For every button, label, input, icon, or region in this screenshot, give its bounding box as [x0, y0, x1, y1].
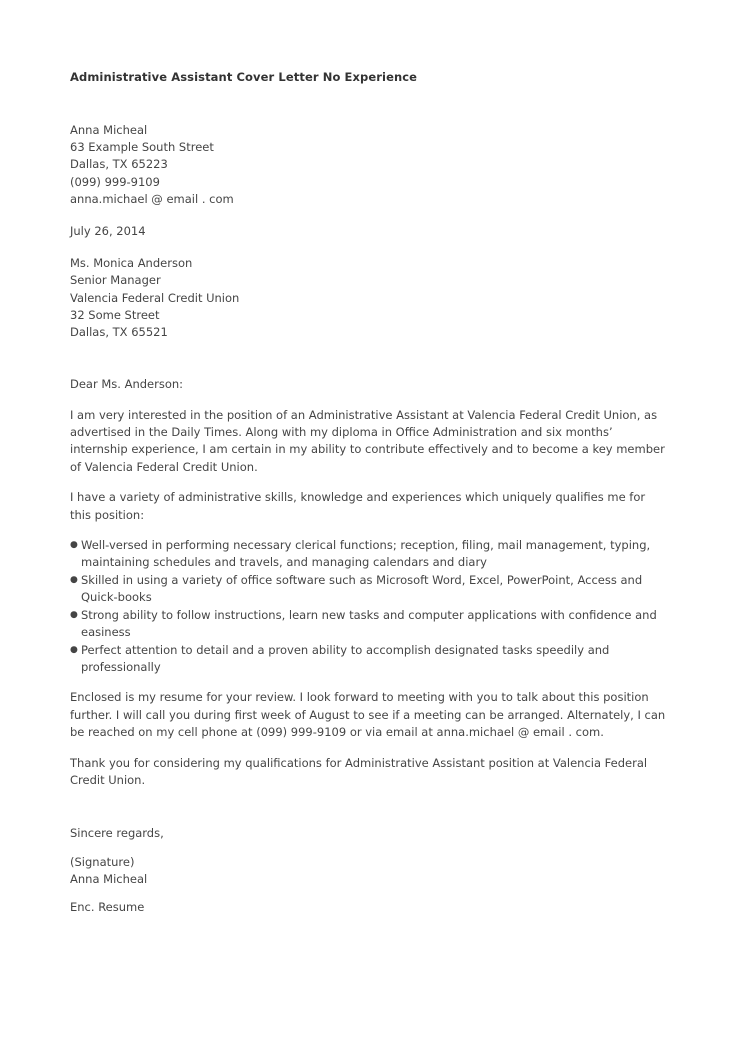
salutation: Dear Ms. Anderson:: [70, 377, 184, 392]
bullet-icon: ●: [70, 574, 78, 585]
sender-name: Anna Micheal: [70, 123, 148, 137]
letter-date-block: [70, 223, 668, 240]
spacer-before-paragraph-2: [70, 476, 668, 489]
list-item: [70, 537, 668, 572]
spacer-before-salutation: [70, 341, 668, 376]
spacer-before-signature: [70, 843, 668, 854]
list-item-text: Well-versed in performing necessary clerical functions; reception, filing, mail management, typing, maintaining schedules and travels, and managing calendars and diary: [81, 538, 651, 570]
signer-name: Anna Micheal: [70, 871, 148, 886]
recipient-company: Valencia Federal Credit Union: [70, 290, 240, 305]
spacer-before-closing: [70, 789, 668, 825]
bullet-icon: ●: [70, 540, 78, 551]
body-paragraph-1: I am very interested in the position of an Administrative Assistant at Valencia Federal Credit Union, as advertised in the Daily Times. Along with my diploma in Office Administration and six months’ internship experience, I am certain in my ability to contribute effectively and to become a key member of Valencia Federal Credit Union.: [70, 407, 665, 474]
sender-email: anna.michael @ email . com: [70, 191, 234, 206]
body-paragraph-3: Enclosed is my resume for your review. I look forward to meeting with you to talk about this position further. I will call you during first week of August to see if a meeting can be arranged. Alternately, I can be reached on my cell phone at (099) 999-9109 or via email at anna.michael @ email . com.: [70, 690, 666, 740]
spacer-before-enclosure: [70, 888, 668, 899]
spacer-before-paragraph-3: [70, 676, 668, 689]
recipient-city-state-zip: Dallas, TX 65521: [70, 325, 168, 340]
body-paragraph-4: Thank you for considering my qualifications for Administrative Assistant position at Valencia Federal Credit Union.: [70, 755, 648, 787]
closing-sign-off: Sincere regards,: [70, 826, 164, 841]
enclosure-note: Enc. Resume: [70, 899, 145, 914]
sender-phone: (099) 999-9109: [70, 174, 160, 189]
recipient-job-title: Senior Manager: [70, 273, 161, 288]
list-item-text: Skilled in using a variety of office software such as Microsoft Word, Excel, PowerPoint, Access and Quick-books: [81, 572, 643, 605]
list-item: [70, 572, 668, 607]
recipient-name: Ms. Monica Anderson: [70, 256, 193, 271]
spacer-after-date: [70, 240, 668, 255]
spacer-before-paragraph-4: [70, 742, 668, 755]
spacer-before-paragraph-1: [70, 394, 668, 407]
recipient-street: 32 Some Street: [70, 307, 160, 322]
body-paragraph-2: I have a variety of administrative skills, knowledge and experiences which uniquely qualifies me for this position:: [70, 490, 646, 522]
list-item-text: Strong ability to follow instructions, learn new tasks and computer applications with confidence and easiness: [81, 607, 657, 640]
bullet-icon: ●: [70, 609, 78, 620]
letter-date: July 26, 2014: [70, 224, 146, 239]
list-item-text: Perfect attention to detail and a proven ability to accomplish designated tasks speedily and professionally: [81, 642, 610, 674]
page-title: Administrative Assistant Cover Letter No Experience: [70, 70, 418, 84]
sender-city-state-zip: Dallas, TX 65223: [70, 157, 168, 172]
spacer-before-bullets: [70, 524, 668, 537]
recipient-address-block: [70, 255, 668, 341]
signature-placeholder: (Signature): [70, 854, 135, 869]
qualifications-list: [70, 537, 668, 676]
sender-street: 63 Example South Street: [70, 140, 214, 155]
spacer-after-sender: [70, 208, 668, 223]
list-item: [70, 642, 668, 677]
list-item: [70, 607, 668, 642]
letter-content: [70, 70, 668, 916]
bullet-icon: ●: [70, 644, 78, 655]
sender-address-block: [70, 122, 668, 208]
